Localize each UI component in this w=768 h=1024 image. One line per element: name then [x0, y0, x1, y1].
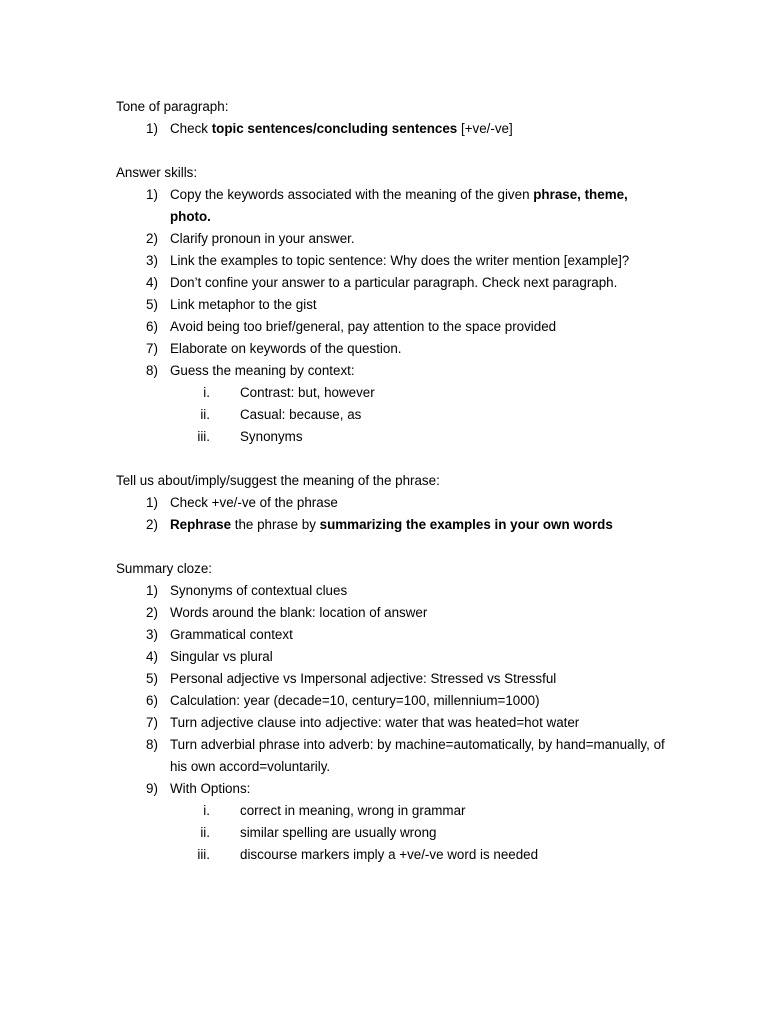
list-item-text	[170, 319, 556, 334]
list-item	[0, 734, 768, 778]
list-item	[0, 580, 768, 602]
text-run: Personal adjective vs Impersonal adjective: Stressed vs Stressful	[170, 671, 557, 686]
list-item-number: 3)	[146, 253, 158, 268]
sub-list-item	[0, 426, 768, 448]
document-page	[0, 96, 768, 888]
list-item	[0, 294, 768, 316]
bold-text: Rephrase	[170, 517, 232, 532]
sub-list-item	[0, 382, 768, 404]
list-item-number: 2)	[146, 605, 158, 620]
sub-list-item-number: i.	[203, 803, 210, 818]
text-run: Calculation: year (decade=10, century=100, millennium=1000)	[170, 693, 540, 708]
text-run: Turn adverbial phrase into adverb: by machine=automatically, by hand=manually, of his own accord=voluntarily.	[170, 737, 665, 774]
list-item	[0, 690, 768, 712]
bold-text: summarizing the examples in your own words	[319, 517, 613, 532]
sub-list-item	[0, 800, 768, 822]
sub-list-item	[0, 844, 768, 866]
text-run: Grammatical context	[170, 627, 293, 642]
list-item-number: 5)	[146, 671, 158, 686]
list-item-text	[170, 253, 629, 268]
list-item-number: 7)	[146, 341, 158, 356]
list-item-text	[170, 363, 355, 378]
section	[0, 558, 768, 866]
list-item-number: 5)	[146, 297, 158, 312]
list-item-text	[170, 495, 338, 510]
list-item-number: 8)	[146, 363, 158, 378]
text-run: Turn adjective clause into adjective: water that was heated=hot water	[170, 715, 580, 730]
list-item	[0, 360, 768, 382]
list-item-text	[170, 627, 293, 642]
list-item-text	[170, 341, 402, 356]
list-item-text	[170, 297, 317, 312]
sub-list-item-text: correct in meaning, wrong in grammar	[240, 803, 466, 818]
list-item-number: 9)	[146, 781, 158, 796]
list-item	[0, 778, 768, 800]
list-item	[0, 624, 768, 646]
sub-list-item-text: Casual: because, as	[240, 407, 362, 422]
section-heading: Tone of paragraph:	[116, 99, 229, 114]
list-item-number: 1)	[146, 495, 158, 510]
section-heading: Answer skills:	[116, 165, 198, 180]
text-run: Don’t confine your answer to a particular paragraph. Check next paragraph.	[170, 275, 618, 290]
list-item	[0, 514, 768, 536]
list-item-text	[170, 231, 355, 246]
text-run: Link the examples to topic sentence: Why does the writer mention [example]?	[170, 253, 630, 268]
list-item	[0, 272, 768, 294]
section-heading: Tell us about/imply/suggest the meaning of the phrase:	[116, 473, 440, 488]
list-item	[0, 118, 768, 140]
text-run: With Options:	[170, 781, 251, 796]
text-run: Elaborate on keywords of the question.	[170, 341, 402, 356]
list-item	[0, 184, 768, 228]
list-item-number: 6)	[146, 319, 158, 334]
list-item-text	[170, 781, 250, 796]
text-run: Words around the blank: location of answer	[170, 605, 428, 620]
section-heading: Summary cloze:	[116, 561, 212, 576]
list-item-text	[170, 671, 556, 686]
list-item-text	[170, 715, 579, 730]
list-item-text	[170, 693, 540, 708]
list-item-text	[170, 517, 613, 532]
sub-list-item-number: i.	[203, 385, 210, 400]
text-run: Copy the keywords associated with the meaning of the given	[170, 187, 534, 202]
text-run: [+ve/-ve]	[457, 121, 513, 136]
section	[0, 162, 768, 448]
list-item-number: 1)	[146, 583, 158, 598]
sub-list-item-number: ii.	[200, 825, 210, 840]
list-item-number: 8)	[146, 737, 158, 752]
list-item-number: 1)	[146, 121, 158, 136]
sub-list-item-number: ii.	[200, 407, 210, 422]
text-run: Check +ve/-ve of the phrase	[170, 495, 338, 510]
sub-list-item	[0, 404, 768, 426]
list-item-text	[170, 121, 513, 136]
text-run: Clarify pronoun in your answer.	[170, 231, 355, 246]
list-item-number: 4)	[146, 649, 158, 664]
text-run: Guess the meaning by context:	[170, 363, 355, 378]
list-item-text	[170, 583, 347, 598]
section	[0, 96, 768, 140]
list-item	[0, 338, 768, 360]
list-item-number: 1)	[146, 187, 158, 202]
text-run: the phrase by	[231, 517, 320, 532]
text-run: Link metaphor to the gist	[170, 297, 317, 312]
list-item-text	[170, 275, 617, 290]
list-item-number: 6)	[146, 693, 158, 708]
sub-list-item-text: similar spelling are usually wrong	[240, 825, 437, 840]
sub-list-item	[0, 822, 768, 844]
list-item-number: 3)	[146, 627, 158, 642]
text-run: Synonyms of contextual clues	[170, 583, 348, 598]
list-item	[0, 602, 768, 624]
sub-list-item-text: Contrast: but, however	[240, 385, 375, 400]
bold-text: topic sentences/concluding sentences	[211, 121, 458, 136]
list-item-number: 2)	[146, 517, 158, 532]
text-run: Check	[170, 121, 212, 136]
sub-list-item-number: iii.	[197, 429, 210, 444]
text-run: Singular vs plural	[170, 649, 273, 664]
section	[0, 470, 768, 536]
list-item-text	[170, 187, 628, 224]
list-item	[0, 646, 768, 668]
bold-text: phrase, theme, photo.	[170, 187, 628, 224]
list-item-number: 7)	[146, 715, 158, 730]
text-run: Avoid being too brief/general, pay attention to the space provided	[170, 319, 557, 334]
list-item	[0, 316, 768, 338]
list-item	[0, 250, 768, 272]
list-item	[0, 492, 768, 514]
list-item-text	[170, 649, 273, 664]
list-item-text	[170, 605, 427, 620]
list-item	[0, 668, 768, 690]
sub-list-item-text: discourse markers imply a +ve/-ve word is needed	[240, 847, 539, 862]
list-item-number: 4)	[146, 275, 158, 290]
sub-list-item-number: iii.	[197, 847, 210, 862]
list-item-number: 2)	[146, 231, 158, 246]
list-item-text	[170, 737, 665, 774]
list-item	[0, 712, 768, 734]
sub-list-item-text: Synonyms	[240, 429, 303, 444]
list-item	[0, 228, 768, 250]
